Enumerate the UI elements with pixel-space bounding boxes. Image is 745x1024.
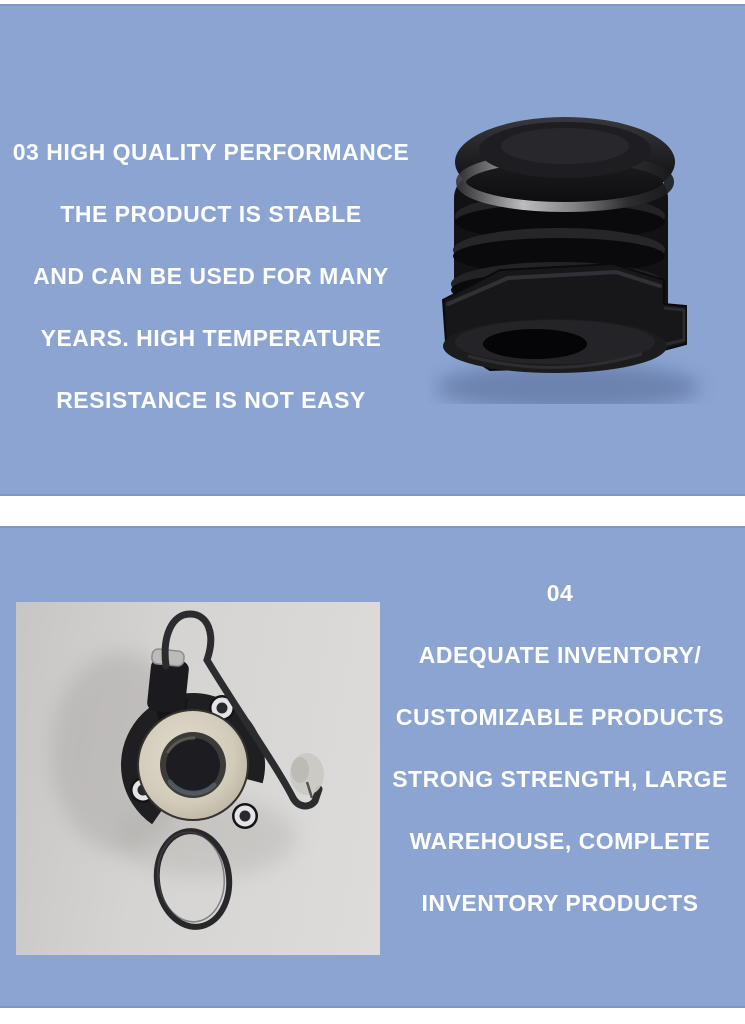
clutch-slave-cylinder-with-o-ring-photo	[16, 602, 380, 955]
section-03-line: RESISTANCE IS NOT EASY	[56, 387, 366, 413]
section-03-text-block	[0, 121, 422, 431]
clutch-slave-cylinder-photo-frame	[16, 602, 380, 955]
section-04-text-block	[385, 562, 735, 934]
clutch-release-bearing-photo	[428, 104, 720, 404]
section-03-line: THE PRODUCT IS STABLE	[60, 201, 362, 227]
section-04-line: WAREHOUSE, COMPLETE	[409, 828, 711, 854]
section-03-line: YEARS. HIGH TEMPERATURE	[40, 325, 382, 351]
section-04-inventory	[0, 526, 745, 1008]
section-04-line: INVENTORY PRODUCTS	[421, 890, 699, 916]
section-03-high-quality	[0, 4, 745, 496]
section-04-line: CUSTOMIZABLE PRODUCTS	[395, 704, 725, 730]
section-04-line: STRONG STRENGTH, LARGE	[392, 766, 728, 792]
section-03-line: 03 HIGH QUALITY PERFORMANCE	[12, 139, 410, 165]
mounting-lug	[232, 803, 258, 829]
section-04-number: 04	[546, 580, 574, 606]
section-03-line: AND CAN BE USED FOR MANY	[33, 263, 389, 289]
section-04-line: ADEQUATE INVENTORY/	[418, 642, 702, 668]
